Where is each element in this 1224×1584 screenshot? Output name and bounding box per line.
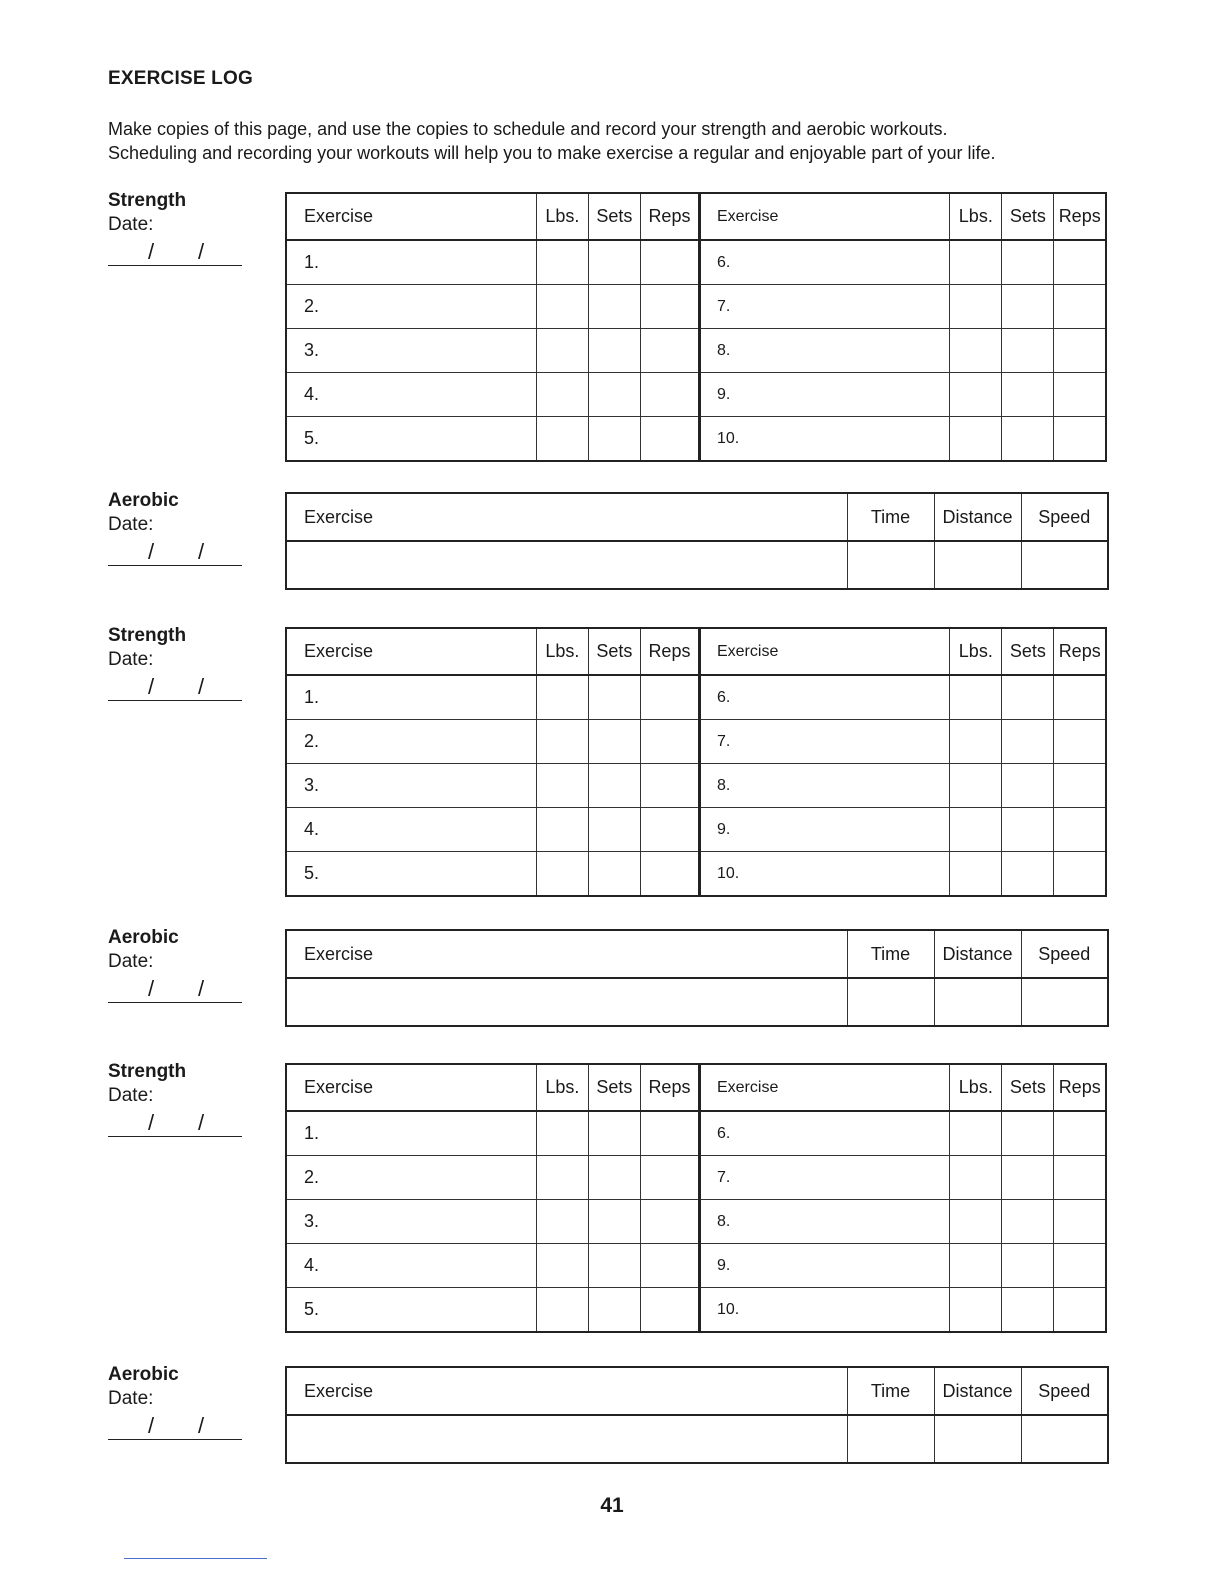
header-reps: Reps — [1054, 1064, 1106, 1111]
date-slash: / — [148, 239, 155, 264]
lbs-cell[interactable] — [536, 1156, 588, 1200]
table-row — [286, 675, 1106, 720]
lbs-cell[interactable] — [950, 240, 1002, 285]
header-sets: Sets — [1002, 628, 1054, 675]
date-slash: / — [148, 976, 155, 1001]
lbs-cell[interactable] — [950, 808, 1002, 852]
header-lbs: Lbs. — [536, 1064, 588, 1111]
header-time: Time — [847, 930, 934, 978]
date-label: Date: — [108, 649, 154, 670]
exercise-cell[interactable]: 1. — [286, 240, 536, 285]
reps-cell[interactable] — [1054, 1288, 1106, 1333]
sets-cell[interactable] — [1002, 1288, 1054, 1333]
sets-cell[interactable] — [588, 1244, 640, 1288]
reps-cell[interactable] — [1054, 808, 1106, 852]
section-kind: Strength — [108, 625, 187, 646]
sets-cell[interactable] — [1002, 240, 1054, 285]
sets-cell[interactable] — [1002, 852, 1054, 897]
page-number: 41 — [600, 1494, 624, 1517]
lbs-cell[interactable] — [536, 417, 588, 462]
reps-cell[interactable] — [640, 1200, 699, 1244]
speed-cell[interactable] — [1021, 1415, 1108, 1463]
date-slash: / — [148, 1413, 155, 1438]
strength-table-5 — [285, 1063, 1107, 1333]
table-row — [286, 285, 1106, 329]
date-slash: / — [148, 1110, 155, 1135]
lbs-cell[interactable] — [950, 1244, 1002, 1288]
exercise-cell[interactable] — [286, 1415, 847, 1463]
date-entry-line[interactable] — [108, 974, 242, 1003]
lbs-cell[interactable] — [536, 1288, 588, 1333]
exercise-cell[interactable]: 7. — [699, 720, 949, 764]
reps-cell[interactable] — [1054, 1156, 1106, 1200]
sets-cell[interactable] — [1002, 1156, 1054, 1200]
header-speed: Speed — [1021, 1367, 1108, 1415]
lbs-cell[interactable] — [536, 1111, 588, 1156]
header-exercise: Exercise — [286, 493, 847, 541]
sets-cell[interactable] — [1002, 764, 1054, 808]
date-entry-line[interactable] — [108, 1108, 242, 1137]
aerobic-table-6 — [285, 1366, 1109, 1464]
reps-cell[interactable] — [1054, 285, 1106, 329]
strength-date-label-3 — [108, 624, 248, 701]
exercise-cell[interactable]: 2. — [286, 720, 536, 764]
header-reps: Reps — [640, 628, 699, 675]
lbs-cell[interactable] — [536, 852, 588, 897]
reps-cell[interactable] — [640, 373, 699, 417]
date-slash: / — [198, 1413, 205, 1438]
section-kind: Aerobic — [108, 1364, 179, 1385]
aerobic-date-label-6 — [108, 1363, 248, 1440]
header-reps: Reps — [640, 1064, 699, 1111]
exercise-cell[interactable]: 8. — [699, 329, 949, 373]
date-label: Date: — [108, 951, 154, 972]
table-row — [286, 852, 1106, 897]
date-slash: / — [198, 976, 205, 1001]
lbs-cell[interactable] — [950, 1200, 1002, 1244]
sets-cell[interactable] — [1002, 417, 1054, 462]
strength-table-3 — [285, 627, 1107, 897]
intro-text — [108, 117, 1118, 165]
aerobic-date-label-4 — [108, 926, 248, 1003]
table-row — [286, 1244, 1106, 1288]
date-entry-line[interactable] — [108, 672, 242, 701]
reps-cell[interactable] — [1054, 720, 1106, 764]
header-distance: Distance — [934, 930, 1021, 978]
lbs-cell[interactable] — [950, 373, 1002, 417]
reps-cell[interactable] — [640, 329, 699, 373]
exercise-cell[interactable]: 5. — [286, 852, 536, 897]
date-entry-line[interactable] — [108, 237, 242, 266]
exercise-cell[interactable]: 6. — [699, 675, 949, 720]
header-exercise: Exercise — [699, 193, 949, 240]
date-slash: / — [148, 674, 155, 699]
sets-cell[interactable] — [588, 1200, 640, 1244]
exercise-cell[interactable]: 4. — [286, 1244, 536, 1288]
lbs-cell[interactable] — [950, 285, 1002, 329]
reps-cell[interactable] — [1054, 240, 1106, 285]
reps-cell[interactable] — [1054, 1244, 1106, 1288]
date-slash: / — [148, 539, 155, 564]
header-reps: Reps — [1054, 628, 1106, 675]
exercise-cell[interactable]: 4. — [286, 808, 536, 852]
exercise-cell[interactable]: 1. — [286, 1111, 536, 1156]
section-kind: Aerobic — [108, 490, 179, 511]
sets-cell[interactable] — [588, 1111, 640, 1156]
sets-cell[interactable] — [588, 852, 640, 897]
exercise-cell[interactable]: 5. — [286, 417, 536, 462]
page-title: EXERCISE LOG — [108, 68, 253, 89]
exercise-cell[interactable]: 9. — [699, 373, 949, 417]
lbs-cell[interactable] — [950, 675, 1002, 720]
sets-cell[interactable] — [588, 1156, 640, 1200]
strength-date-label-1 — [108, 189, 248, 266]
header-time: Time — [847, 1367, 934, 1415]
speed-cell[interactable] — [1021, 978, 1108, 1026]
sets-cell[interactable] — [588, 675, 640, 720]
table-row — [286, 978, 1108, 1026]
section-kind: Strength — [108, 190, 187, 211]
exercise-cell[interactable]: 8. — [699, 764, 949, 808]
date-entry-line[interactable] — [108, 1411, 242, 1440]
exercise-cell[interactable]: 2. — [286, 285, 536, 329]
header-reps: Reps — [1054, 193, 1106, 240]
header-lbs: Lbs. — [536, 628, 588, 675]
strength-date-label-5 — [108, 1060, 248, 1137]
header-sets: Sets — [1002, 193, 1054, 240]
sets-cell[interactable] — [588, 285, 640, 329]
reps-cell[interactable] — [640, 1244, 699, 1288]
exercise-cell[interactable] — [286, 541, 847, 589]
header-distance: Distance — [934, 493, 1021, 541]
intro-line-1: Make copies of this page, and use the copies to schedule and record your strength and aerobic workouts. — [108, 119, 948, 139]
section-kind: Aerobic — [108, 927, 179, 948]
exercise-cell[interactable]: 4. — [286, 373, 536, 417]
exercise-cell[interactable]: 3. — [286, 1200, 536, 1244]
time-cell[interactable] — [847, 978, 934, 1026]
reps-cell[interactable] — [640, 764, 699, 808]
section-kind: Strength — [108, 1061, 187, 1082]
sets-cell[interactable] — [1002, 1200, 1054, 1244]
sets-cell[interactable] — [1002, 720, 1054, 764]
sets-cell[interactable] — [588, 764, 640, 808]
lbs-cell[interactable] — [950, 329, 1002, 373]
sets-cell[interactable] — [1002, 1111, 1054, 1156]
header-sets: Sets — [588, 193, 640, 240]
table-row — [286, 541, 1108, 589]
header-speed: Speed — [1021, 493, 1108, 541]
lbs-cell[interactable] — [950, 764, 1002, 808]
aerobic-table-2 — [285, 492, 1109, 590]
lbs-cell[interactable] — [536, 764, 588, 808]
exercise-cell[interactable]: 10. — [699, 852, 949, 897]
table-row — [286, 417, 1106, 462]
header-exercise: Exercise — [699, 628, 949, 675]
date-slash: / — [198, 674, 205, 699]
lbs-cell[interactable] — [536, 1200, 588, 1244]
lbs-cell[interactable] — [536, 720, 588, 764]
header-speed: Speed — [1021, 930, 1108, 978]
sets-cell[interactable] — [588, 417, 640, 462]
aerobic-date-label-2 — [108, 489, 248, 566]
reps-cell[interactable] — [1054, 329, 1106, 373]
table-row — [286, 764, 1106, 808]
header-lbs: Lbs. — [950, 1064, 1002, 1111]
reps-cell[interactable] — [1054, 675, 1106, 720]
table-row — [286, 1111, 1106, 1156]
header-distance: Distance — [934, 1367, 1021, 1415]
table-row — [286, 1200, 1106, 1244]
exercise-cell[interactable]: 6. — [699, 1111, 949, 1156]
header-lbs: Lbs. — [950, 193, 1002, 240]
sets-cell[interactable] — [1002, 373, 1054, 417]
lbs-cell[interactable] — [950, 1156, 1002, 1200]
table-row — [286, 373, 1106, 417]
table-row — [286, 1415, 1108, 1463]
sets-cell[interactable] — [588, 720, 640, 764]
header-time: Time — [847, 493, 934, 541]
distance-cell[interactable] — [934, 541, 1021, 589]
lbs-cell[interactable] — [950, 1288, 1002, 1333]
date-slash: / — [198, 239, 205, 264]
sets-cell[interactable] — [588, 329, 640, 373]
date-entry-line[interactable] — [108, 537, 242, 566]
date-label: Date: — [108, 1085, 154, 1106]
reps-cell[interactable] — [640, 417, 699, 462]
header-exercise: Exercise — [286, 628, 536, 675]
reps-cell[interactable] — [640, 675, 699, 720]
lbs-cell[interactable] — [950, 1111, 1002, 1156]
exercise-cell[interactable] — [286, 978, 847, 1026]
date-slash: / — [198, 539, 205, 564]
sets-cell[interactable] — [1002, 675, 1054, 720]
exercise-cell[interactable]: 1. — [286, 675, 536, 720]
table-row — [286, 808, 1106, 852]
sets-cell[interactable] — [1002, 285, 1054, 329]
exercise-cell[interactable]: 9. — [699, 1244, 949, 1288]
reps-cell[interactable] — [640, 1156, 699, 1200]
strength-table-1 — [285, 192, 1107, 462]
header-exercise: Exercise — [286, 1064, 536, 1111]
reps-cell[interactable] — [1054, 1111, 1106, 1156]
exercise-cell[interactable]: 7. — [699, 1156, 949, 1200]
lbs-cell[interactable] — [536, 1244, 588, 1288]
header-exercise: Exercise — [286, 1367, 847, 1415]
exercise-cell[interactable]: 10. — [699, 1288, 949, 1333]
date-label: Date: — [108, 1388, 154, 1409]
exercise-cell[interactable]: 5. — [286, 1288, 536, 1333]
sets-cell[interactable] — [1002, 808, 1054, 852]
exercise-cell[interactable]: 10. — [699, 417, 949, 462]
exercise-cell[interactable]: 6. — [699, 240, 949, 285]
reps-cell[interactable] — [1054, 373, 1106, 417]
header-exercise: Exercise — [286, 193, 536, 240]
distance-cell[interactable] — [934, 1415, 1021, 1463]
header-lbs: Lbs. — [950, 628, 1002, 675]
reps-cell[interactable] — [640, 1288, 699, 1333]
time-cell[interactable] — [847, 541, 934, 589]
exercise-cell[interactable]: 3. — [286, 764, 536, 808]
reps-cell[interactable] — [1054, 852, 1106, 897]
table-row — [286, 1156, 1106, 1200]
exercise-cell[interactable]: 8. — [699, 1200, 949, 1244]
header-exercise: Exercise — [699, 1064, 949, 1111]
exercise-cell[interactable]: 7. — [699, 285, 949, 329]
lbs-cell[interactable] — [950, 417, 1002, 462]
lbs-cell[interactable] — [950, 720, 1002, 764]
table-row — [286, 240, 1106, 285]
lbs-cell[interactable] — [536, 373, 588, 417]
exercise-cell[interactable]: 9. — [699, 808, 949, 852]
distance-cell[interactable] — [934, 978, 1021, 1026]
lbs-cell[interactable] — [536, 329, 588, 373]
table-row — [286, 329, 1106, 373]
table-row — [286, 1288, 1106, 1333]
lbs-cell[interactable] — [536, 285, 588, 329]
aerobic-table-4 — [285, 929, 1109, 1027]
reps-cell[interactable] — [1054, 1200, 1106, 1244]
reps-cell[interactable] — [640, 240, 699, 285]
reps-cell[interactable] — [640, 720, 699, 764]
header-sets: Sets — [1002, 1064, 1054, 1111]
header-sets: Sets — [588, 628, 640, 675]
footer-rule — [124, 1558, 267, 1559]
time-cell[interactable] — [847, 1415, 934, 1463]
sets-cell[interactable] — [588, 373, 640, 417]
sets-cell[interactable] — [1002, 329, 1054, 373]
header-exercise: Exercise — [286, 930, 847, 978]
speed-cell[interactable] — [1021, 541, 1108, 589]
sets-cell[interactable] — [588, 1288, 640, 1333]
date-label: Date: — [108, 514, 154, 535]
reps-cell[interactable] — [1054, 417, 1106, 462]
sets-cell[interactable] — [1002, 1244, 1054, 1288]
lbs-cell[interactable] — [536, 240, 588, 285]
header-sets: Sets — [588, 1064, 640, 1111]
lbs-cell[interactable] — [950, 852, 1002, 897]
sets-cell[interactable] — [588, 808, 640, 852]
date-slash: / — [198, 1110, 205, 1135]
reps-cell[interactable] — [640, 852, 699, 897]
table-row — [286, 720, 1106, 764]
reps-cell[interactable] — [640, 285, 699, 329]
exercise-cell[interactable]: 3. — [286, 329, 536, 373]
date-label: Date: — [108, 214, 154, 235]
reps-cell[interactable] — [640, 1111, 699, 1156]
sets-cell[interactable] — [588, 240, 640, 285]
exercise-cell[interactable]: 2. — [286, 1156, 536, 1200]
header-lbs: Lbs. — [536, 193, 588, 240]
intro-line-2: Scheduling and recording your workouts will help you to make exercise a regular and enjoyable part of your life. — [108, 143, 996, 163]
lbs-cell[interactable] — [536, 675, 588, 720]
reps-cell[interactable] — [640, 808, 699, 852]
lbs-cell[interactable] — [536, 808, 588, 852]
header-reps: Reps — [640, 193, 699, 240]
reps-cell[interactable] — [1054, 764, 1106, 808]
